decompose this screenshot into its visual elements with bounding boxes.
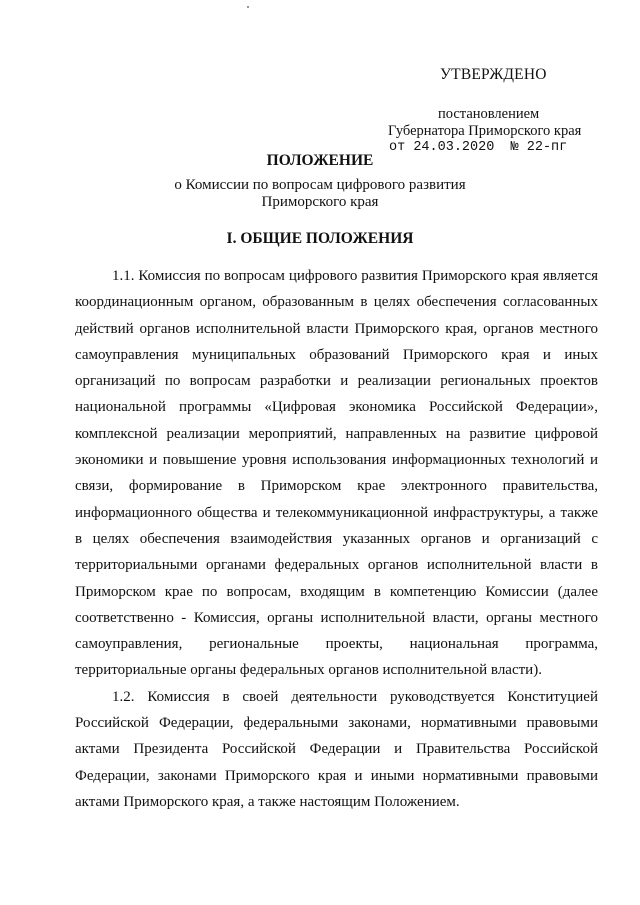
subtitle-line-1: о Комиссии по вопросам цифрового развития (174, 177, 466, 193)
scan-speck (247, 6, 249, 8)
approval-stamp-label: УТВЕРЖДЕНО (440, 66, 547, 83)
document-title: ПОЛОЖЕНИЕ (266, 152, 374, 169)
approval-decree-line: постановлением (438, 106, 540, 122)
decree-number: 22-пг (526, 140, 568, 155)
paragraph-1-1: 1.1. Комиссия по вопросам цифрового развития Приморского края является координационным органом, образованным в целях обеспечения согласованных действий органов исполнительной власти Приморского края, органов местного самоуправления муниципальных образований Приморского края и иных организаций по вопросам разработки и реализации региональных проектов национальной программы «Цифровая экономика Российской Федерации», комплексной реализации мероприятий, направленных на развитие цифровой экономики и повышение уровня использования информационных технологий и связи, формирование в Приморском крае электронного правительства, информационного общества и телекоммуникационной инфраструктуры, а также в целях обеспечения взаимодействия указанных органов и организаций с территориальными органами федеральных органов исполнительной власти в Приморском крае по вопросам, входящим в компетенцию Комиссии (далее соответственно - Комиссия, органы исполнительной власти, органы местного самоуправления, региональные проекты, национальная программа, территориальные органы федеральных органов исполнительной власти). (75, 268, 598, 679)
document-subtitle (0, 177, 640, 211)
section-heading: I. ОБЩИЕ ПОЛОЖЕНИЯ (226, 230, 414, 247)
date-prefix: от (389, 140, 406, 155)
body-text (75, 263, 598, 815)
approval-governor-line: Губернатора Приморского края (388, 123, 582, 139)
approval-date: 24.03.2020 (413, 140, 495, 155)
number-sign: № (510, 140, 519, 155)
subtitle-line-2: Приморского края (261, 194, 379, 210)
paragraph-1-2: 1.2. Комиссия в своей деятельности руководствуется Конституцией Российской Федерации, федеральными законами, нормативными правовыми актами Президента Российской Федерации и Правительства Российской Федерации, законами Приморского края и иными нормативными правовыми актами Приморского края, а также настоящим Положением. (75, 688, 598, 810)
